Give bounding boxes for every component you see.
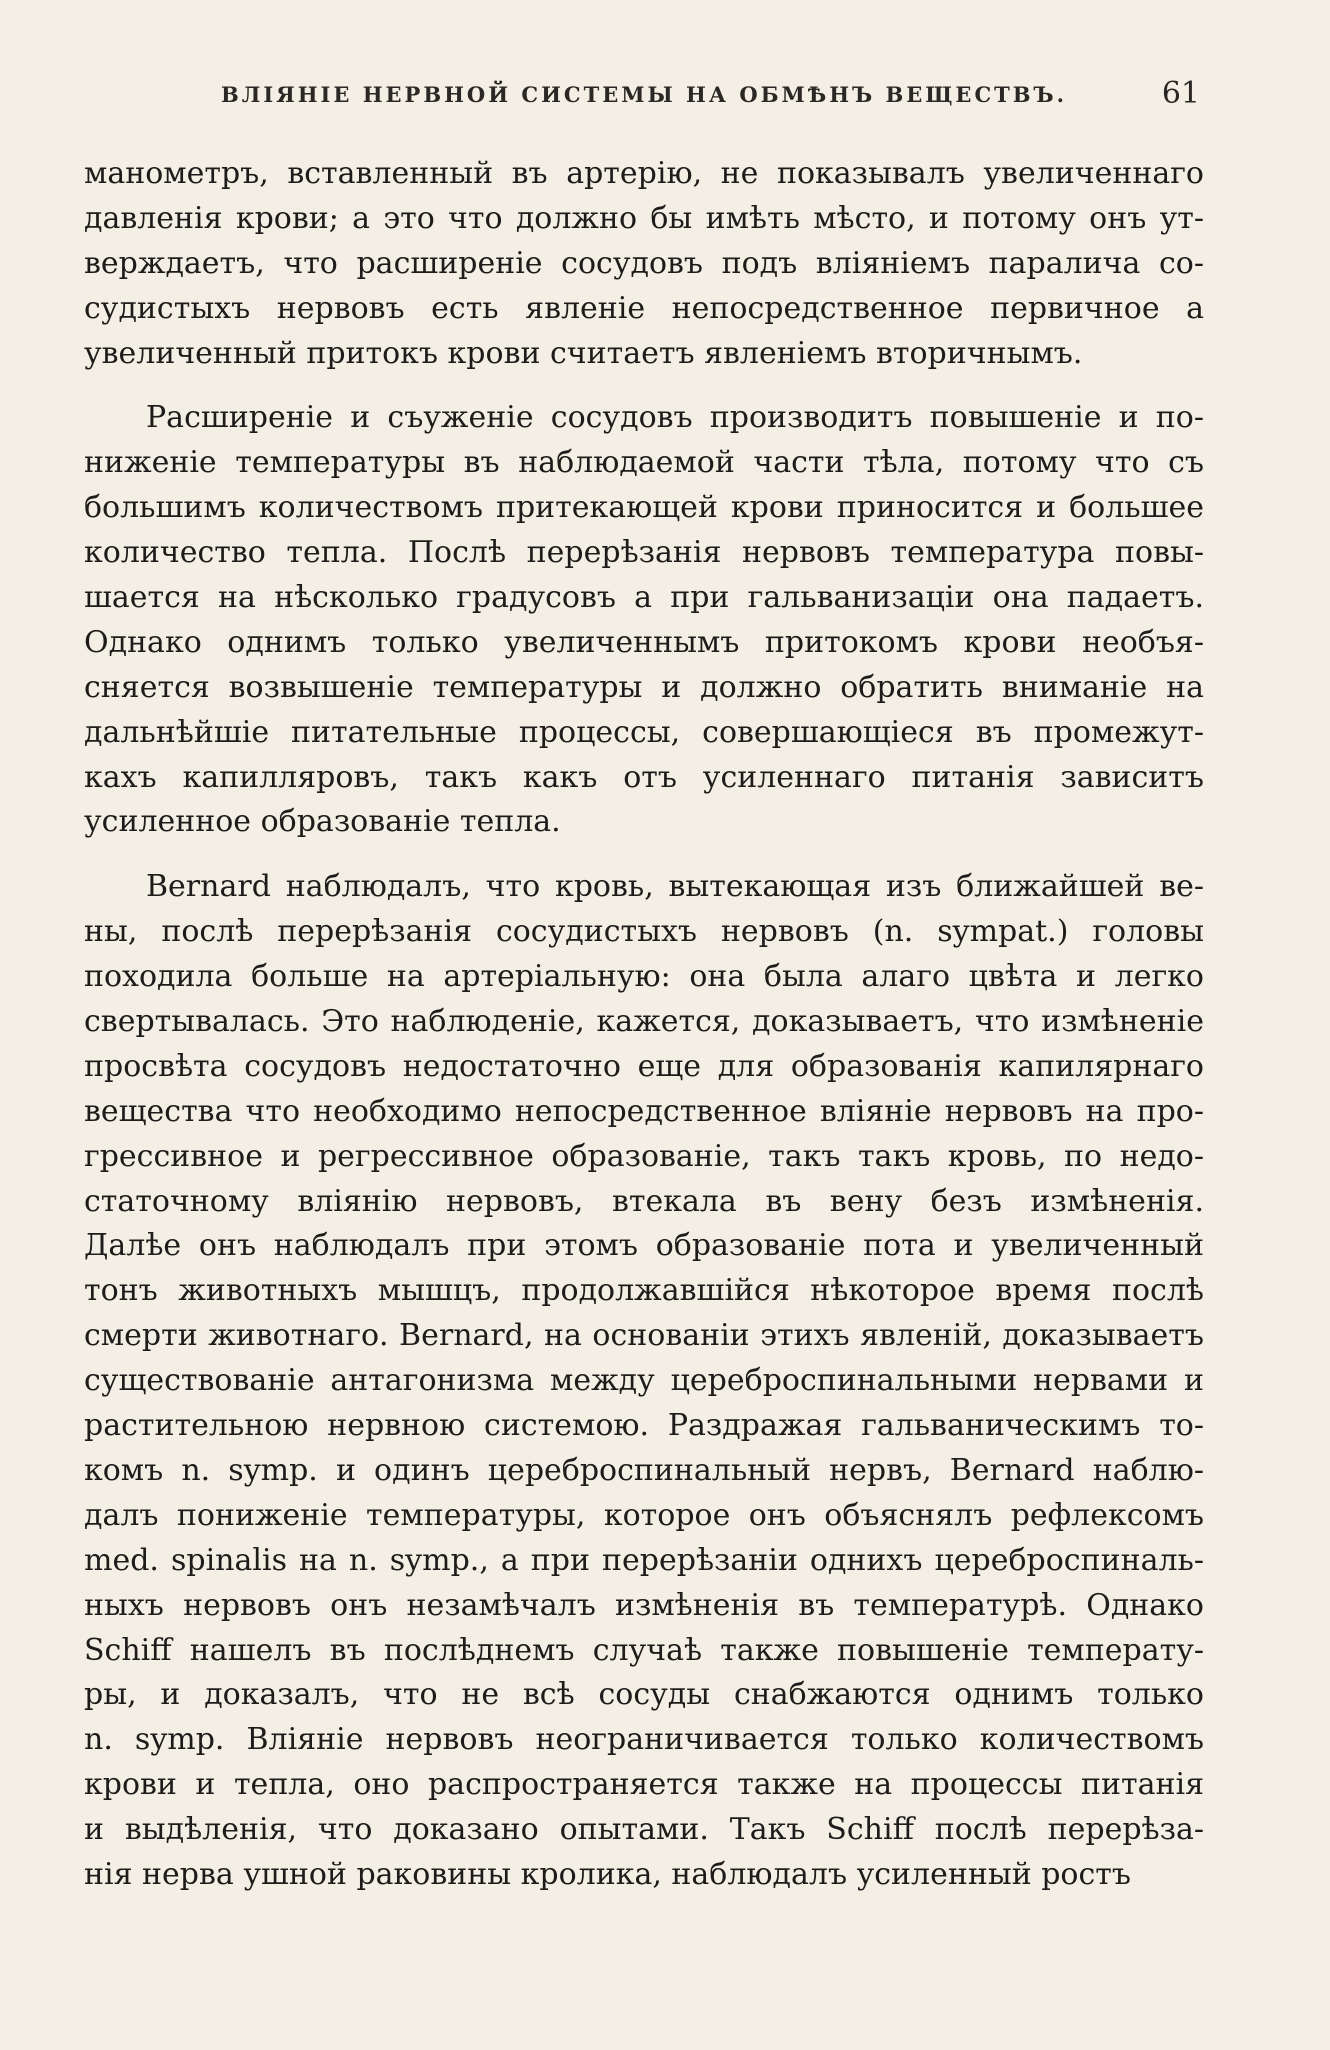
text-line: шается на нѣсколько градусовъ а при гальванизаціи она падаетъ.	[84, 580, 1204, 616]
paragraph	[84, 396, 1204, 845]
text-line: судистыхъ нервовъ есть явленіе непосредственное первичное а	[84, 290, 1204, 326]
text-line: верждаетъ, что расширеніе сосудовъ подъ вліяніемъ паралича со-	[84, 245, 1204, 281]
text-line: ниженіе температуры въ наблюдаемой части тѣла, потому что съ	[84, 445, 1204, 481]
text-line: существованіе антагонизма между цереброспинальными нервами и	[84, 1363, 1204, 1399]
page-number: 61	[1161, 76, 1200, 111]
text-line: n. symp. Вліяніе нервовъ неограничивается только количествомъ	[84, 1722, 1204, 1758]
text-line: комъ n. symp. и одинъ цереброспинальный нервъ, Bernard наблю-	[84, 1452, 1204, 1488]
paragraph	[84, 865, 1204, 1897]
text-line: большимъ количествомъ притекающей крови приносится и большее	[84, 490, 1204, 526]
text-line: просвѣта сосудовъ недостаточно еще для образованія капилярнаго	[84, 1048, 1204, 1084]
text-line: ны, послѣ перерѣзанія сосудистыхъ нервовъ (n. sympat.) головы	[84, 914, 1204, 950]
text-line: статочному вліянію нервовъ, втекала въ вену безъ измѣненія.	[84, 1183, 1204, 1219]
text-line: свертывалась. Это наблюденіе, кажется, доказываетъ, что измѣненіе	[84, 1004, 1204, 1040]
page-header	[84, 72, 1204, 122]
running-title: ВЛІЯНІЕ НЕРВНОЙ СИСТЕМЫ НА ОБМѢНЪ ВЕЩЕСТВЪ.	[221, 82, 1067, 107]
text-line: смерти животнаго. Bernard, на основаніи этихъ явленій, доказываетъ	[84, 1318, 1204, 1354]
text-line: усиленное образованіе тепла.	[84, 804, 561, 840]
text-line: давленія крови; а это что должно бы имѣть мѣсто, и потому онъ ут-	[84, 200, 1204, 236]
text-line: увеличенный притокъ крови считаетъ явленіемъ вторичнымъ.	[84, 335, 1083, 371]
text-line: дальнѣйшіе питательные процессы, совершающіеся въ промежут-	[84, 714, 1204, 750]
text-line: и выдѣленія, что доказано опытами. Такъ Schiff послѣ перерѣза-	[84, 1812, 1204, 1848]
text-line: нія нерва ушной раковины кролика, наблюдалъ усиленный ростъ	[84, 1856, 1131, 1892]
paragraph	[84, 152, 1204, 376]
text-line: Bernard наблюдалъ, что кровь, вытекающая изъ ближайшей ве-	[146, 869, 1204, 905]
text-line: Далѣе онъ наблюдалъ при этомъ образованіе пота и увеличенный	[84, 1228, 1204, 1264]
text-line: кахъ капилляровъ, такъ какъ отъ усиленнаго питанія зависитъ	[84, 759, 1204, 795]
text-line: тонъ животныхъ мышцъ, продолжавшійся нѣкоторое время послѣ	[84, 1273, 1204, 1309]
text-line: ныхъ нервовъ онъ незамѣчалъ измѣненія въ температурѣ. Однако	[84, 1587, 1204, 1623]
text-line: Расширеніе и съуженіе сосудовъ производитъ повышеніе и по-	[146, 400, 1204, 436]
text-line: походила больше на артеріальную: она была алаго цвѣта и легко	[84, 959, 1204, 995]
text-line: крови и тепла, оно распространяется также на процессы питанія	[84, 1767, 1204, 1803]
text-line: далъ пониженіе температуры, которое онъ объяснялъ рефлексомъ	[84, 1497, 1204, 1533]
text-line: количество тепла. Послѣ перерѣзанія нервовъ температура повы-	[84, 535, 1204, 571]
text-line: Однако однимъ только увеличеннымъ притокомъ крови необъя-	[84, 624, 1204, 660]
text-line: ры, и доказалъ, что не всѣ сосуды снабжаются однимъ только	[84, 1677, 1204, 1713]
text-line: вещества что необходимо непосредственное вліяніе нервовъ на про-	[84, 1093, 1204, 1129]
text-line: Schiff нашелъ въ послѣднемъ случаѣ также повышеніе температу-	[84, 1632, 1204, 1668]
text-line: растительною нервною системою. Раздражая гальваническимъ то-	[84, 1408, 1204, 1444]
text-line: грессивное и регрессивное образованіе, такъ такъ кровь, по недо-	[84, 1138, 1204, 1174]
body-text	[84, 152, 1204, 1918]
text-line: med. spinalis на n. symp., а при перерѣзаніи однихъ цереброспиналь-	[84, 1542, 1204, 1578]
text-line: сняется возвышеніе температуры и должно обратить вниманіе на	[84, 669, 1204, 705]
text-line: манометръ, вставленный въ артерію, не показывалъ увеличеннаго	[84, 156, 1204, 191]
